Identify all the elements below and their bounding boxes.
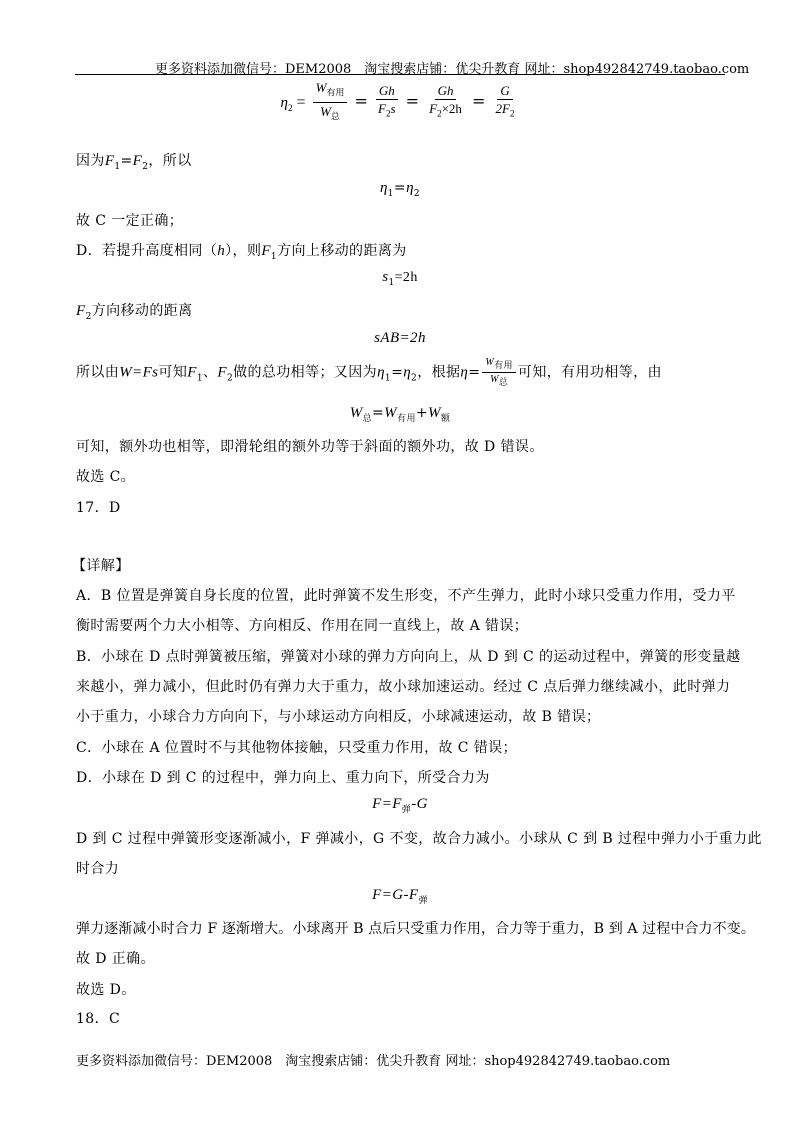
line-a2: 衡时需要两个力大小相等、方向相反、作用在同一直线上，故 A 错误； — [76, 618, 529, 634]
line-because: 因为$F_1=F_2$，所以 — [76, 153, 192, 172]
line-f2-direction: $F_2$方向移动的距离 — [76, 303, 193, 322]
line-extra-work: 可知，额外功也相等，即滑轮组的额外功等于斜面的额外功，故 D 错误。 — [76, 439, 544, 455]
line-d-correct: 故 D 正确。 — [76, 951, 155, 967]
line-choose-d: 故选 D。 — [76, 982, 136, 998]
line-d4: 弹力逐渐减小时合力 F 逐渐增大。小球离开 B 点后只受重力作用，合力等于重力，B 到 A 过程中合力不变。 — [76, 921, 755, 937]
line-d3: 时合力 — [76, 861, 120, 877]
detail-heading: 【详解】 — [72, 558, 130, 574]
line-d1: D．小球在 D 到 C 的过程中，弹力向上、重力向下，所受合力为 — [76, 770, 490, 786]
question-17-answer: 17．D — [76, 500, 121, 516]
line-b2: 来越小，弹力减小，但此时仍有弹力大于重力，故小球加速运动。经过 C 点后弹力继续减小，此时弹力 — [76, 679, 731, 695]
page-footer: 更多资料添加微信号：DEM2008 淘宝搜索店铺：优尖升教育 网址：shop492842749.taobao.com — [76, 1054, 671, 1069]
header-rule — [75, 74, 725, 75]
line-w-sum: $W_总=W_{有用}+W_额$ — [349, 405, 451, 424]
line-c-correct: 故 C 一定正确； — [76, 213, 184, 229]
page-header: 更多资料添加微信号：DEM2008 淘宝搜索店铺：优尖升教育 网址：shop492842749.taobao.com — [155, 62, 750, 77]
line-c1: C．小球在 A 位置时不与其他物体接触，只受重力作用，故 C 错误； — [76, 740, 517, 756]
line-a1: A．B 位置是弹簧自身长度的位置，此时弹簧不发生形变，不产生弹力，此时小球只受重力作用，受力平 — [76, 588, 736, 604]
line-s1: $s_1=2h$ — [382, 269, 418, 288]
line-d-option: D．若提升高度相同（h），则$F_1$方向上移动的距离为 — [76, 243, 407, 262]
line-b1: B．小球在 D 点时弹簧被压缩，弹簧对小球的弹力方向向上，从 D 到 C 的运动过程中，弹簧的形变量越 — [76, 649, 741, 665]
line-b3: 小于重力，小球合力方向向下，与小球运动方向相反，小球减速运动，故 B 错误； — [76, 709, 601, 725]
line-choose-c: 故选 C。 — [76, 469, 136, 485]
formula-net-force-1: $F=F_弹-G$ — [372, 796, 428, 815]
line-sab: sAB=2h — [374, 330, 426, 346]
line-so-by: 所以由W=Fs可知$F_1$、$F_2$做的总功相等；又因为$\eta_1=\eta_2$，根据η= $\frac{W_{有用}}{W_总}$ 可知，有用功相等，由 — [76, 357, 662, 387]
question-18-answer: 18．C — [76, 1011, 121, 1027]
formula-net-force-2: $F=G-F_弹$ — [372, 887, 428, 906]
formula-eta2: $\eta_2$ = $\frac{W_{有用}}{W_总}$ = $\frac{Gh}{F_2s}$ = $\frac{Gh}{F_2\times 2h}$ = $\frac{G}{2F_2}$ — [280, 80, 515, 122]
line-eta-equal: $\eta_1=\eta_2$ — [379, 180, 421, 199]
line-d2: D 到 C 过程中弹簧形变逐渐减小，F 弹减小，G 不变，故合力减小。小球从 C 到 B 过程中弹力小于重力此 — [76, 831, 762, 847]
